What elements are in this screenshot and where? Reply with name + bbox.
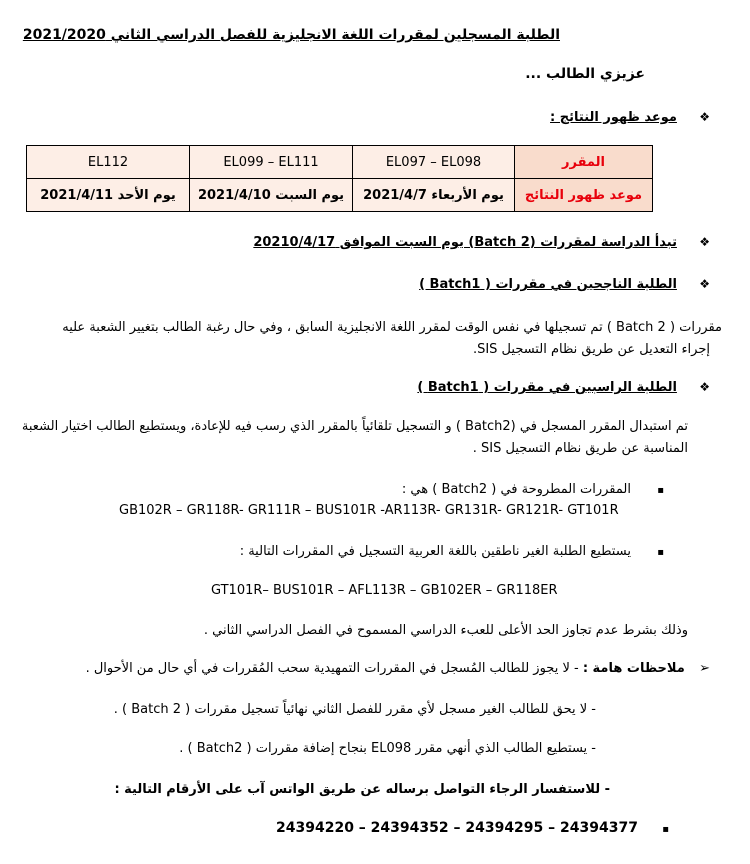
failed-line-2: المناسبة عن طريق نظام التسجيل SIS . [472,441,688,456]
contact-numbers: 24394220 – 24394352 – 24394295 – 24394377 [276,820,638,836]
course-cell: EL112 [27,146,190,179]
results-heading-row [550,110,710,125]
note-3: - يستطيع الطالب الذي أنهي مقرر EL098 بنجاح إضافة مقررات ( Batch2 ) . [179,741,596,756]
passed-line-2: إجراء التعديل عن طريق نظام التسجيل SIS. [472,342,710,357]
offered-row [402,482,664,497]
results-table [26,145,653,212]
diamond-bullet-icon: ❖ [699,277,710,291]
greeting: عزيزي الطالب ... [525,66,645,82]
failed-heading-row [417,380,710,395]
condition-text: وذلك بشرط عدم تجاوز الحد الأعلى للعبء الدراسي المسموح في الفصل الدراسي الثاني . [203,623,688,638]
notes-row [86,661,710,676]
failed-line-1: تم استبدال المقرر المسجل في (Batch2 ) و التسجيل تلقائياً بالمقرر الذي رسب فيه للإعادة، ويستطيع الطالب اختيار الشعبة [21,419,688,434]
results-heading: موعد ظهور النتائج : [550,110,677,125]
passed-heading: الطلبة الناجحين في مقررات ( Batch1 ) [419,277,677,292]
note-1: - لا يجوز للطالب المُسجل في المقررات التمهيدية سحب المُقررات في أي حال من الأحوال . [85,661,579,676]
non-arabic-row [240,544,664,559]
date-header-cell: موعد ظهور النتائج [515,179,653,212]
notes-label: ملاحظات هامة : [582,661,685,676]
arrow-bullet-icon: ➢ [699,661,710,676]
diamond-bullet-icon: ❖ [699,110,710,124]
offered-label: المقررات المطروحة في ( Batch2 ) هي : [401,482,631,497]
square-bullet-icon: ▪ [662,824,670,835]
course-cell: EL097 – EL098 [353,146,515,179]
batch2-start-text: تبدأ الدراسة لمقررات (Batch 2) يوم السبت الموافق 20210/4/17 [253,235,677,250]
date-cell: يوم الأربعاء 2021/4/7 [353,179,515,212]
contact-text: - للاستفسار الرجاء التواصل برساله عن طريق الواتس آب على الأرقام التالية : [114,782,610,797]
date-cell: يوم السبت 2021/4/10 [190,179,353,212]
square-bullet-icon: ▪ [657,485,664,496]
table-row [27,179,653,212]
diamond-bullet-icon: ❖ [699,235,710,249]
note-2: - لا يحق للطالب الغير مسجل لأي مقرر للفصل الثاني نهائياً تسجيل مقررات ( Batch 2 ) . [113,702,596,717]
square-bullet-icon: ▪ [657,547,664,558]
course-cell: EL099 – EL111 [190,146,353,179]
passed-line-1: مقررات ( Batch 2 ) تم تسجيلها في نفس الوقت لمقرر اللغة الانجليزية السابق ، وفي حال رغبة الطالب بتغيير الشعبة عليه [62,320,722,335]
non-arabic-codes: GT101R– BUS101R – AFL113R – GB102ER – GR118ER [211,583,558,598]
non-arabic-label: يستطيع الطلبة الغير ناطقين باللغة العربية التسجيل في المقررات التالية : [239,544,631,559]
batch2-start-row [253,235,710,250]
page-title: الطلبة المسجلين لمقررات اللغة الانجليزية للفصل الدراسي الثاني 2021/2020 [22,27,560,43]
diamond-bullet-icon: ❖ [699,380,710,394]
offered-codes: GB102R – GR118R- GR111R – BUS101R -AR113R- GR131R- GR121R- GT101R [119,503,619,518]
passed-heading-row [419,277,710,292]
date-cell: يوم الأحد 2021/4/11 [27,179,190,212]
failed-heading: الطلبة الراسبين في مقررات ( Batch1 ) [417,380,677,395]
course-header-cell: المقرر [515,146,653,179]
contact-row [276,820,669,836]
table-row [27,146,653,179]
